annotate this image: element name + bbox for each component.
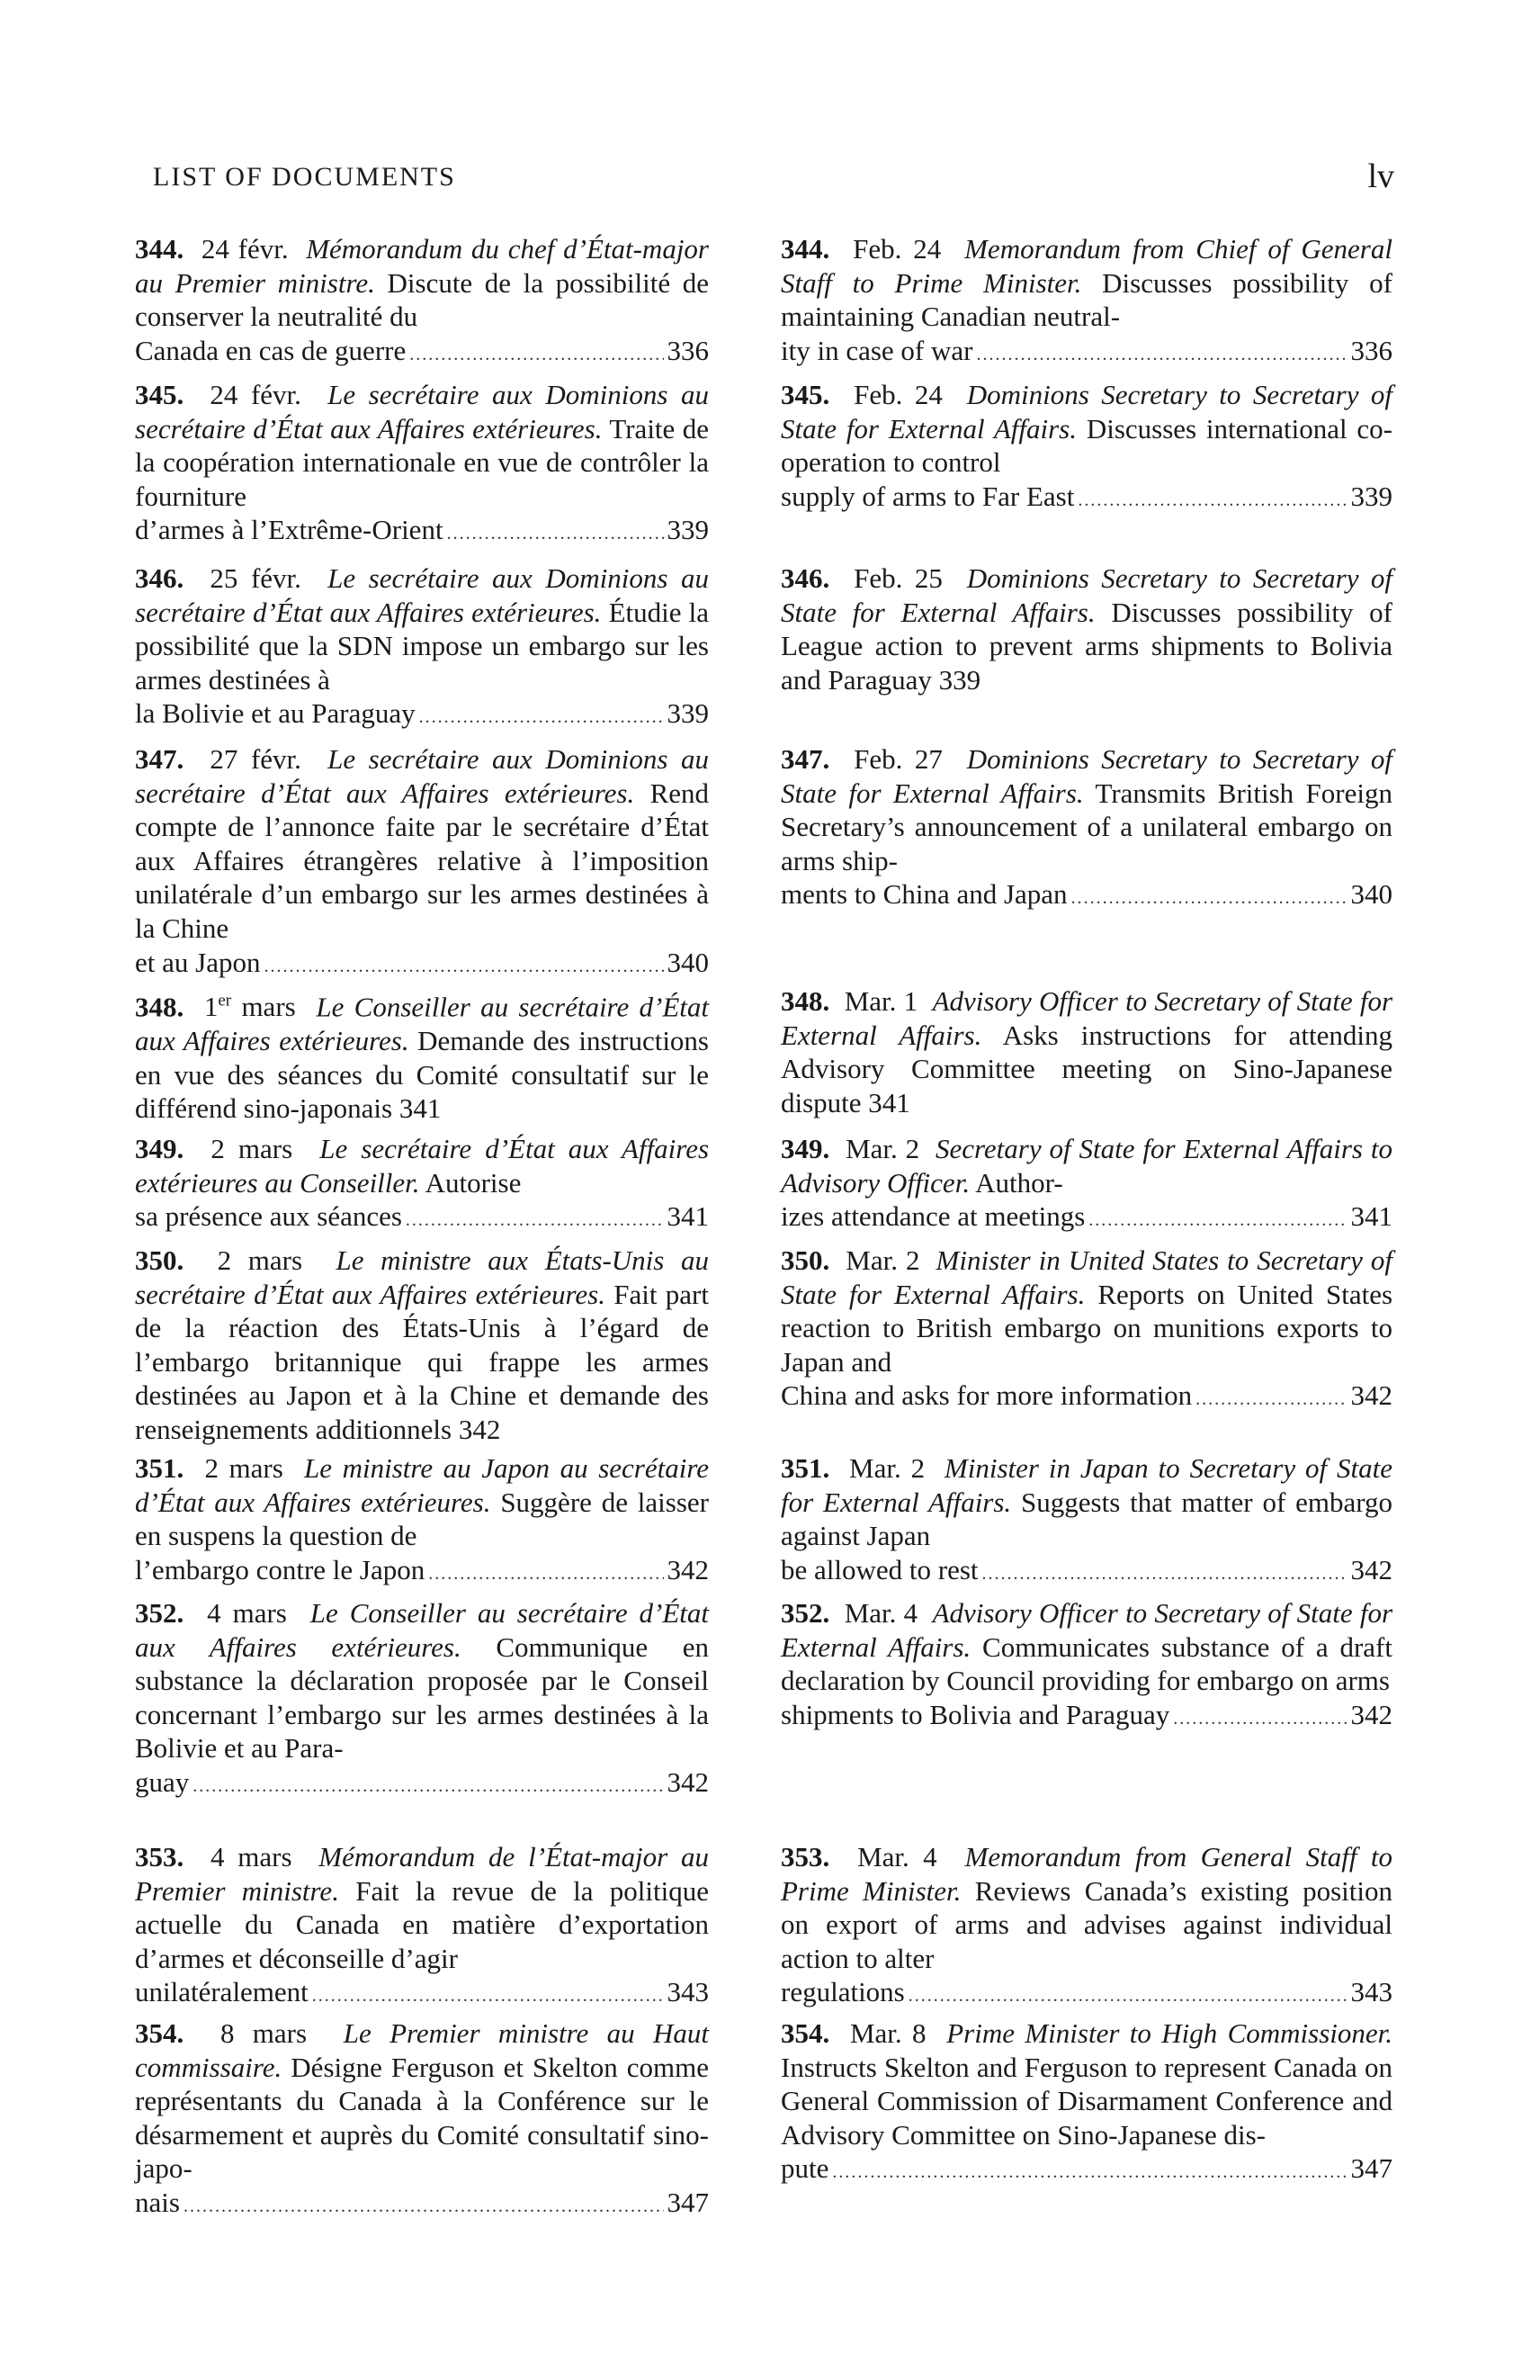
entry-heading: Le ministre aux États-Unis au secrétaire d’État aux Affaires extérieures.: [135, 1244, 710, 1310]
toc-line: d’armes à l’Extrême-Orient ..... 339: [135, 513, 709, 552]
dot-leader: [406, 1204, 664, 1238]
entry-date: Feb. 24: [854, 379, 943, 410]
toc-line: nais ..... 347: [135, 2186, 709, 2224]
entry-date: Mar. 2: [846, 1244, 920, 1276]
entry-352-fr: [135, 1596, 709, 1804]
entry-344-en: [781, 232, 1392, 372]
entry-heading: Le ministre au Japon au secrétaire d’État aux Affaires extérieures.: [135, 1452, 710, 1518]
entry-date: Mar. 2: [846, 1133, 920, 1164]
entry-number: 347.: [781, 743, 830, 775]
entry-date: Mar. 4: [844, 1597, 918, 1629]
entry-number: 344.: [781, 233, 830, 265]
entry-date: 4 mars: [210, 1841, 292, 1873]
page-ref: 342: [667, 1765, 709, 1798]
dot-leader: [832, 2156, 1347, 2190]
toc-line: Canada en cas de guerre ..... 336: [135, 334, 709, 373]
dot-leader: [428, 1558, 663, 1592]
dot-leader: [909, 1980, 1348, 2014]
entry-350-fr: [135, 1244, 709, 1447]
entry-350-en: [781, 1244, 1392, 1417]
entry-summary: Reviews Canada’s existing position on export of arms and advises against individual action to alter: [781, 1874, 1392, 1974]
entry-number: 345.: [781, 379, 830, 410]
entry-date: 27 févr.: [210, 743, 301, 775]
toc-line: la Bolivie et au Paraguay ..... 339: [135, 696, 709, 735]
toc-line: ments to China and Japan ..... 340: [781, 877, 1392, 916]
entry-date: Feb. 24: [853, 233, 942, 265]
entry-number: 346.: [781, 562, 830, 594]
page-ref: 336: [1350, 334, 1392, 366]
entry-date: Mar. 4: [857, 1841, 937, 1873]
entry-heading: Memorandum from General Staff to Prime Minister.: [781, 1841, 1393, 1907]
dot-leader: [1088, 1204, 1347, 1238]
entry-date: Mar. 2: [849, 1452, 926, 1484]
entry-number: 352.: [135, 1597, 184, 1629]
entry-heading: Prime Minister to High Commissioner.: [946, 2017, 1393, 2049]
entry-heading: Le Conseiller au secrétaire d’État aux Affaires extérieures.: [135, 991, 710, 1056]
entry-354-en: [781, 2016, 1392, 2190]
entry-summary: Asks instructions for attending Advisory Committee meeting on Sino-Japanese dispute 341: [781, 1019, 1392, 1118]
toc-line: regulations ..... 343: [781, 1975, 1392, 2014]
toc-line: China and asks for more information ..... 342: [781, 1379, 1392, 1417]
entry-number: 344.: [135, 233, 184, 265]
entry-summary: Discusses possibility of maintaining Canadian neutral-: [781, 266, 1393, 333]
entry-number: 354.: [135, 2017, 184, 2049]
entry-number: 354.: [781, 2017, 830, 2049]
entry-number: 349.: [135, 1133, 184, 1164]
entry-351-en: [781, 1451, 1392, 1591]
page-ref: 339: [667, 514, 709, 546]
toc-line: unilatéralement ..... 343: [135, 1975, 709, 2014]
entry-353-en: [781, 1840, 1392, 2014]
page-ref: 342: [1350, 1553, 1392, 1585]
entry-heading: Le secrétaire aux Dominions au secrétaire d’État aux Affaires extérieures.: [135, 743, 710, 809]
entry-heading: Advisory Officer to Secretary of State for External Affairs.: [781, 985, 1393, 1051]
entry-summary: Demande des instructions en vue des séances du Comité consultatif sur le différend sino-japonais 341: [135, 1024, 710, 1125]
page-ref: 342: [1350, 1698, 1392, 1730]
dot-leader: [192, 1770, 663, 1804]
entry-summary: Suggests that matter of embargo against Japan: [781, 1486, 1393, 1552]
entry-348-fr: [135, 984, 709, 1126]
entry-345-en: [781, 378, 1392, 517]
entry-heading: Advisory Officer to Secretary of State for External Affairs.: [781, 1597, 1393, 1663]
entry-date: Feb. 27: [854, 743, 943, 775]
entry-number: 345.: [135, 379, 184, 410]
entry-352-en: [781, 1596, 1392, 1736]
entry-summary: Transmits British Foreign Secretary’s announcement of a unilateral embargo on arms ship-: [781, 777, 1392, 876]
page-ref: 341: [1350, 1200, 1392, 1233]
entry-date: 24 févr.: [210, 379, 301, 410]
entry-heading: Le Conseiller au secrétaire d’État aux Affaires extérieures.: [135, 1597, 710, 1663]
dot-leader: [447, 517, 664, 552]
entry-heading: Dominions Secretary to Secretary of State for External Affairs.: [781, 562, 1393, 628]
entry-number: 350.: [135, 1244, 184, 1276]
toc-line: be allowed to rest ..... 342: [781, 1553, 1392, 1592]
entry-date: 24 févr.: [201, 233, 289, 265]
entry-summary: Étudie la possibilité que la SDN impose un embargo sur les armes destinées à: [135, 596, 710, 696]
entry-351-fr: [135, 1451, 709, 1591]
page-ref: 336: [667, 334, 709, 366]
dot-leader: [184, 2190, 664, 2224]
entry-date: 25 févr.: [210, 562, 301, 594]
entry-346-en: [781, 561, 1392, 696]
toc-line: shipments to Bolivia and Paraguay ..... 342: [781, 1698, 1392, 1737]
toc-line: izes attendance at meetings ..... 341: [781, 1199, 1392, 1238]
entry-summary: Discusses possibility of League action to prevent arms shipments to Bolivia and Paraguay 339: [781, 596, 1393, 696]
page-ref: 339: [667, 697, 709, 730]
page-ref: 347: [1350, 2152, 1392, 2185]
entry-347-en: [781, 742, 1392, 916]
entry-heading: Minister in Japan to Secretary of State for External Affairs.: [781, 1452, 1392, 1518]
entry-heading: Le secrétaire aux Dominions au secrétaire d’État aux Affaires extérieures.: [135, 379, 710, 445]
entry-heading: Mémorandum du chef d’État-major au Premier ministre.: [135, 233, 709, 299]
entry-date: 8 mars: [219, 2017, 308, 2049]
entry-349-en: [781, 1132, 1392, 1238]
entry-summary: Discute de la possibilité de conserver la neutralité du: [135, 266, 709, 333]
running-title: LIST OF DOCUMENTS: [153, 162, 456, 192]
entry-heading: Le Premier ministre au Haut commissaire.: [135, 2017, 709, 2083]
toc-line: ity in case of war ..... 336: [781, 334, 1392, 373]
entry-date: 1er mars: [203, 991, 296, 1023]
toc-line: sa présence aux séances ..... 341: [135, 1199, 709, 1238]
entry-summary: Communicates substance of a draft declaration by Council providing for embargo on arms: [781, 1630, 1392, 1697]
entry-number: 347.: [135, 743, 184, 775]
entry-date: 2 mars: [210, 1133, 293, 1164]
dot-leader: [264, 950, 663, 984]
entry-date: 4 mars: [207, 1597, 287, 1629]
toc-line: et au Japon ..... 340: [135, 946, 709, 984]
entry-summary: Désigne Ferguson et Skelton comme représentants du Canada à la Conférence sur le désarmement et auprès du Comité consultatif sino-japo-: [135, 2051, 709, 2185]
entry-number: 352.: [781, 1597, 830, 1629]
entry-345-fr: [135, 378, 709, 552]
entry-348-en: [781, 984, 1392, 1119]
entry-heading: Secretary of State for External Affairs to Advisory Officer.: [781, 1133, 1392, 1199]
toc-line: guay ..... 342: [135, 1765, 709, 1804]
dot-leader: [1071, 882, 1348, 916]
page-ref: 342: [1350, 1379, 1392, 1412]
entry-number: 350.: [781, 1244, 830, 1276]
entry-347-fr: [135, 742, 709, 983]
entry-349-fr: [135, 1132, 709, 1238]
dot-leader: [312, 1980, 664, 2014]
page-ref: 341: [667, 1200, 709, 1233]
entry-heading: Dominions Secretary to Secretary of State for External Affairs.: [781, 379, 1393, 445]
entry-heading: Le secrétaire aux Dominions au secrétaire d’État aux Affaires extérieures.: [135, 562, 710, 628]
entry-date: 2 mars: [217, 1244, 303, 1276]
entry-number: 351.: [135, 1452, 184, 1484]
dot-leader: [419, 701, 664, 735]
entry-346-fr: [135, 561, 709, 735]
entry-summary: Traite de la coopération internationale en vue de contrôler la fourniture: [135, 412, 709, 512]
toc-line: pute ..... 347: [781, 2151, 1392, 2190]
entry-344-fr: [135, 232, 709, 372]
entry-summary: Rend compte de l’annonce faite par le secrétaire d’État aux Affaires étrangères relative à l’imposition unilatérale d’un embargo sur les armes destinées à la Chine: [135, 777, 709, 944]
entry-date: Mar. 1: [844, 985, 918, 1017]
dot-leader: [1173, 1702, 1347, 1737]
page-number: lv: [1367, 157, 1394, 195]
page-ref: 343: [1350, 1976, 1392, 2008]
dot-leader: [1078, 484, 1347, 518]
entry-number: 353.: [135, 1841, 184, 1873]
entry-number: 351.: [781, 1452, 830, 1484]
entry-heading: Dominions Secretary to Secretary of State for External Affairs.: [781, 743, 1393, 809]
dot-leader: [976, 338, 1347, 373]
page-ref: 342: [667, 1553, 709, 1585]
entry-summary: Author-: [975, 1166, 1063, 1199]
page-ref: 339: [1350, 480, 1392, 512]
dot-leader: [982, 1558, 1348, 1592]
dot-leader: [1195, 1383, 1347, 1417]
entry-number: 349.: [781, 1133, 830, 1164]
page-ref: 340: [1350, 878, 1392, 911]
page-ref: 340: [667, 946, 709, 978]
entry-number: 348.: [781, 985, 830, 1017]
page-ref: 347: [667, 2186, 709, 2218]
entry-date: Feb. 25: [854, 562, 943, 594]
entry-summary: Fait la revue de la politique actuelle du Canada en matière d’exportation d’armes et déconseille d’agir: [135, 1874, 710, 1974]
entry-heading: Mémorandum de l’État-major au Premier ministre.: [135, 1841, 710, 1907]
entry-summary: Communique en substance la déclaration proposée par le Conseil concernant l’embargo sur les armes destinées à la Bolivie et au Para-: [135, 1630, 709, 1765]
entry-number: 346.: [135, 562, 184, 594]
page-ref: 343: [667, 1976, 709, 2008]
dot-leader: [409, 338, 663, 373]
entry-number: 353.: [781, 1841, 830, 1873]
entry-354-fr: [135, 2016, 709, 2224]
toc-line: l’embargo contre le Japon ..... 342: [135, 1553, 709, 1592]
entry-summary: Instructs Skelton and Ferguson to represent Canada on General Commission of Disarmament Conference and Advisory Committee on Sino-Japanese dis-: [781, 2051, 1392, 2151]
entry-heading: Minister in United States to Secretary of State for External Affairs.: [781, 1244, 1393, 1310]
entry-summary: Autorise: [425, 1166, 522, 1199]
toc-line: supply of arms to Far East ..... 339: [781, 480, 1392, 518]
entry-date: 2 mars: [204, 1452, 283, 1484]
entry-353-fr: [135, 1840, 709, 2014]
entry-summary: Suggère de laisser en suspens la question de: [135, 1486, 709, 1552]
entry-summary: Discusses international co-operation to control: [781, 412, 1392, 479]
entry-number: 348.: [135, 991, 184, 1023]
entry-date: Mar. 8: [849, 2017, 927, 2049]
entry-heading: Memorandum from Chief of General Staff to Prime Minister.: [781, 233, 1392, 299]
entry-summary: Fait part de la réaction des États-Unis à l’égard de l’embargo britannique qui frappe les armes destinées au Japon et à la Chine et demande des renseignements additionnels 342: [135, 1278, 709, 1445]
entry-summary: Reports on United States reaction to British embargo on munitions exports to Japan and: [781, 1278, 1393, 1378]
entry-heading: Le secrétaire d’État aux Affaires extérieures au Conseiller.: [135, 1133, 710, 1199]
